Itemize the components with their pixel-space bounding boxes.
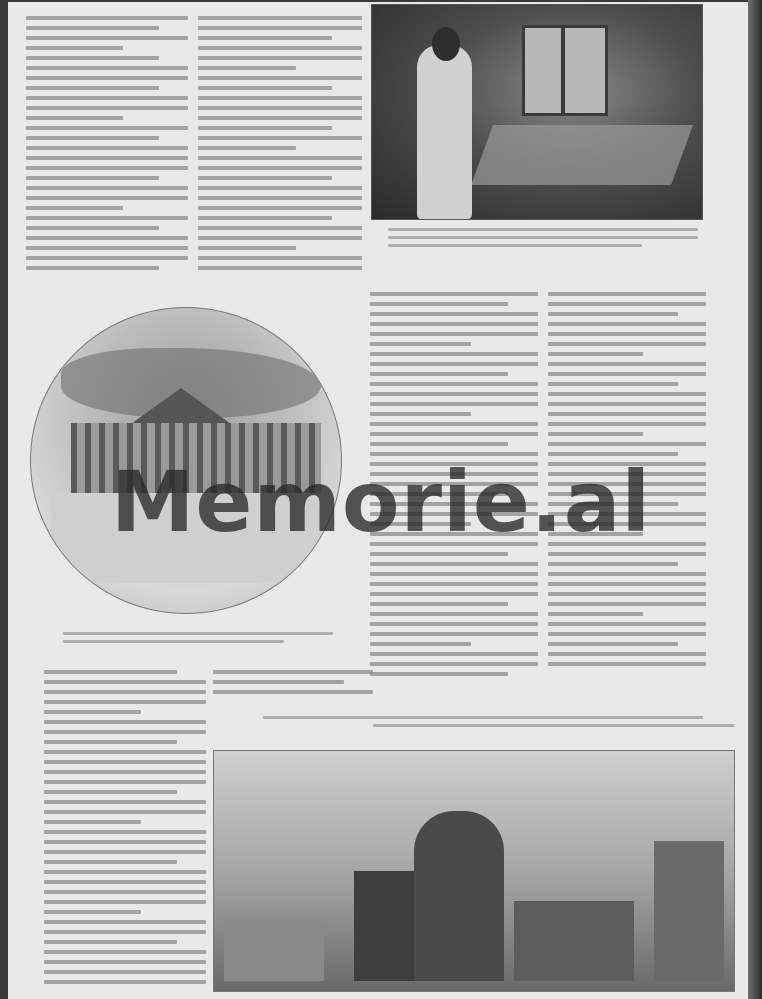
illustration-colonnade	[71, 423, 321, 493]
illustration-ground	[51, 493, 321, 583]
caption-bottom-photo	[263, 716, 703, 732]
photograph-building	[414, 811, 504, 981]
photograph-head	[432, 27, 460, 61]
text-column-5	[44, 670, 206, 996]
text-column-3	[370, 292, 538, 694]
scanned-page	[8, 2, 752, 999]
caption-circle-illustration	[63, 632, 333, 648]
caption-top-photo	[388, 228, 698, 252]
photograph-window	[522, 25, 608, 116]
photograph-building	[224, 921, 324, 981]
text-column-1	[26, 16, 188, 284]
text-column-4	[548, 292, 706, 694]
watermark-text: Memorie.al	[110, 453, 652, 551]
text-column-6	[213, 670, 373, 700]
page-edge-shadow	[748, 0, 762, 999]
illustration-pediment	[131, 388, 231, 424]
circular-illustration-building	[30, 307, 342, 614]
photograph-building	[514, 901, 634, 981]
photograph-city-skyline	[213, 750, 735, 992]
photograph-figure	[417, 45, 472, 220]
photograph-building	[354, 871, 414, 981]
photograph-building	[654, 841, 724, 981]
text-column-2	[198, 16, 362, 284]
photograph-table	[471, 125, 693, 185]
photograph-interior-worker	[371, 4, 703, 220]
